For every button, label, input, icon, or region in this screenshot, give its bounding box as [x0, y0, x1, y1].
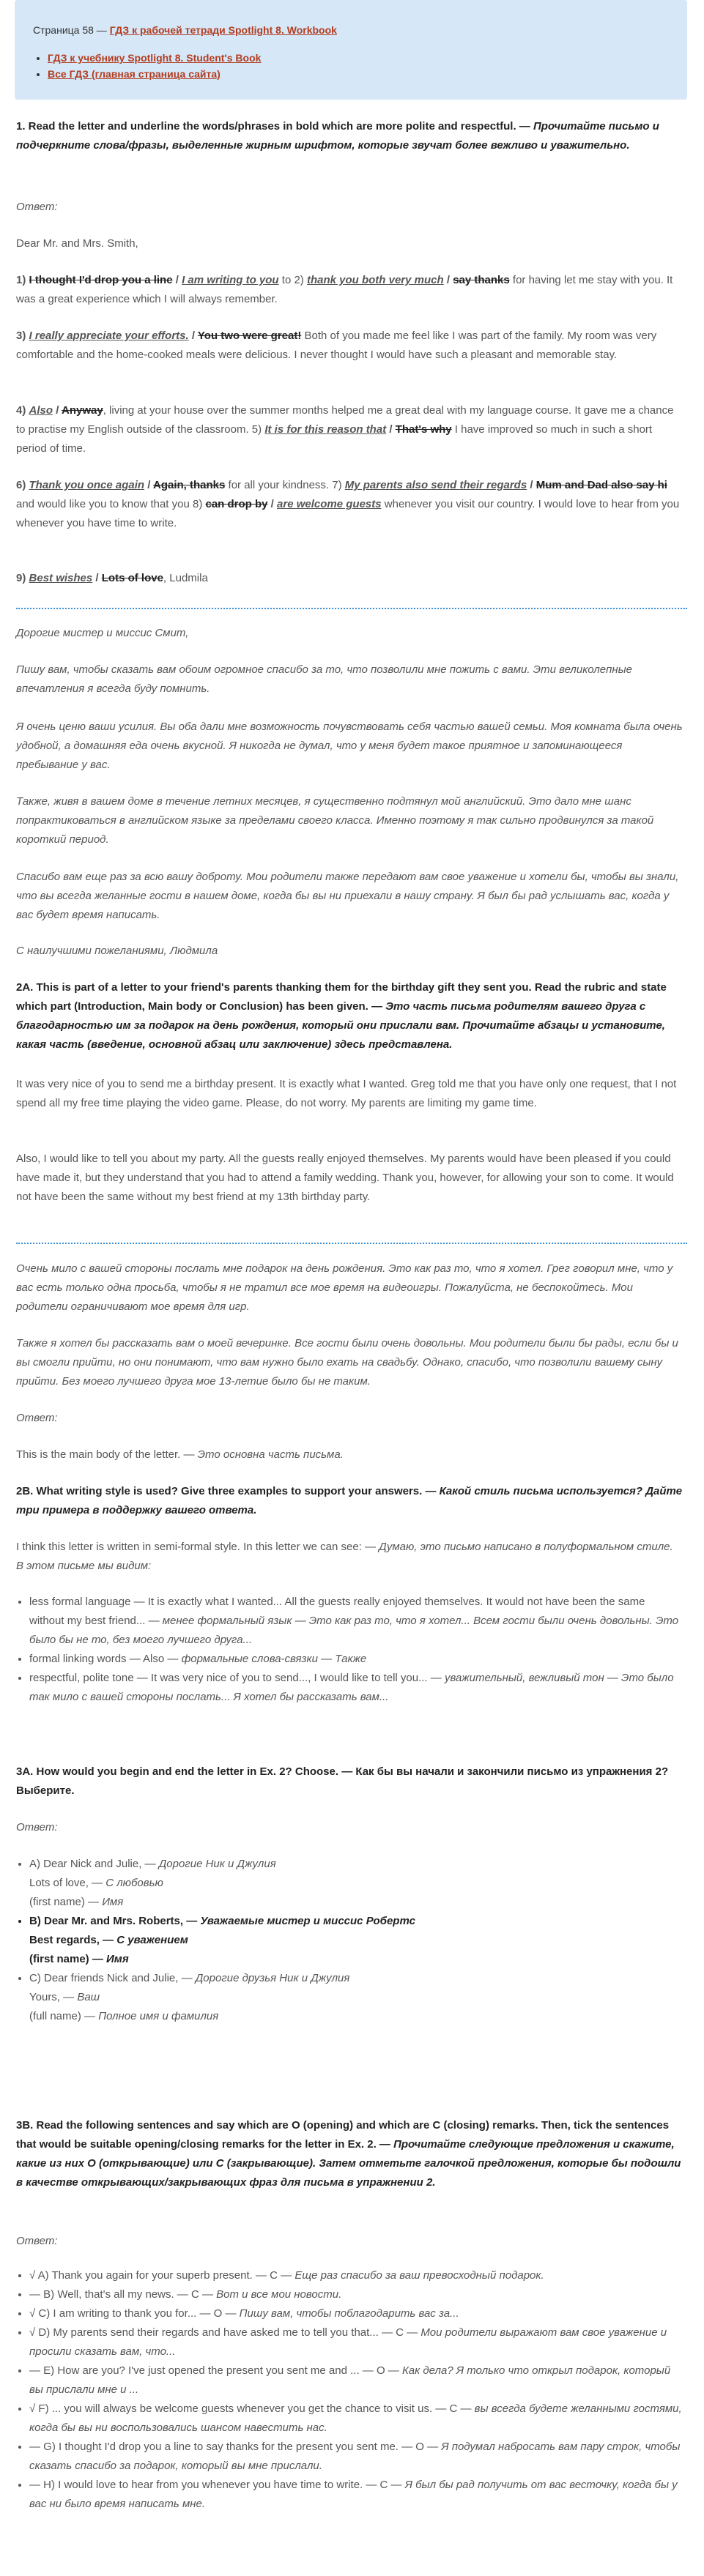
ex3b-item-b-ru: Вот и все мои новости.: [216, 2288, 342, 2301]
ex3b-item-a-en: √ A) Thank you again for your superb present. — C —: [29, 2269, 295, 2282]
ex1-ru-paragraph-2: Я очень ценю ваши усилия. Вы оба дали мне возможность почувствовать себя частью вашей семьи. Моя комната была очень удобной, а домашняя еда очень вкусной. Я никогда не думал, что у меня будет такое приятное и запоминающееся пребывание у вас.: [16, 721, 683, 771]
ex1-p4-opt-b: Again, thanks: [153, 479, 226, 491]
ex3a-task: 3A. How would you begin and end the letter in Ex. 2? Choose. — Как бы вы начали и закончили письмо из упражнения 2? Выберите.: [16, 1765, 669, 1797]
ex1-p3-slash-2: /: [386, 423, 396, 436]
ex1-p1-slash-2: /: [443, 274, 453, 286]
ex1-p2-num: 3): [16, 330, 29, 342]
ex3a-c-name: (full name) —: [29, 2010, 99, 2022]
ex1-p1-num-1: 1): [16, 274, 29, 286]
ex3b-item-f-en: √ F) ... you will always be welcome guests whenever you get the chance to visit us. — C —: [29, 2402, 475, 2415]
ex3b-task-ru: Прочитайте следующие предложения и скажите, какие из них O (открывающие) или C (закрывающие). Затем отметьте галочкой предложения, которые бы подошли в качестве открывающих/закрывающих фраз для письма в упражнении 2.: [16, 2138, 681, 2189]
ex1-p3-slash-1: /: [53, 404, 62, 417]
ex3b-list: [16, 2266, 683, 2514]
ex1-ru-signature: С наилучшими пожеланиями, Людмила: [16, 945, 218, 957]
ex3a-c-closing-ru: Ваш: [77, 1991, 100, 2003]
navigation-box: [15, 0, 687, 100]
ex1-p1-text-1: to 2): [278, 274, 307, 286]
ex2a-answer-label: Ответ:: [16, 1412, 58, 1424]
students-book-link[interactable]: ГДЗ к учебнику Spotlight 8. Student's Book: [48, 52, 262, 64]
ex3b-item-d-ru: Мои родители выражают вам свое уважение и просили сказать вам, что...: [29, 2326, 667, 2358]
ex1-p1-opt-c: thank you both very much: [306, 274, 444, 286]
ex3b-item-h-ru: Я был бы рад получить от вас весточку, когда бы у вас ни было время написать мне.: [29, 2479, 678, 2510]
ex1-paragraph-5: [16, 569, 683, 588]
ex1-p5-opt-b: Lots of love: [101, 572, 163, 584]
list-item: [29, 2285, 683, 2304]
ex1-greeting: Dear Mr. and Mrs. Smith,: [16, 237, 138, 250]
ex2b-item-1-ru: менее формальный язык — Это как раз то, что я хотел... Всем гости были очень довольны. Это было бы не то, без моего лучшего друга...: [29, 1615, 679, 1646]
ex1-answer-label: Ответ:: [16, 201, 58, 213]
ex1-paragraph-2: [16, 327, 683, 365]
ex3a-b-greeting: B) Dear Mr. and Mrs. Roberts, —: [29, 1915, 201, 1927]
list-item: [29, 2361, 683, 2400]
ex1-p3-opt-c: It is for this reason that: [264, 423, 387, 436]
ex1-ru-paragraph-1: Пишу вам, чтобы сказать вам обоим огромное спасибо за то, что позволили мне пожить с вами. Эти великолепные впечатления я всегда буду помнить.: [16, 663, 633, 695]
ex1-p5-opt-a: Best wishes: [29, 572, 93, 584]
ex3b-answer-label: Ответ:: [16, 2235, 58, 2247]
ex3b-task-en: 3B. Read the following sentences and say which are O (opening) and which are C (closing) remarks. Then, tick the sentences that would be suitable opening/closing remarks for the letter in Ex. 2. —: [16, 2119, 670, 2151]
ex3b-task: [16, 2116, 683, 2192]
ex3a-c-name-ru: Полное имя и фамилия: [98, 2010, 219, 2022]
separator-2: [16, 1243, 687, 1244]
ex3b-item-d-en: √ D) My parents send their regards and have asked me to tell you that... — C —: [29, 2326, 421, 2339]
ex1-p2-opt-b: You two were great!: [197, 330, 302, 342]
ex1-p4-opt-e: can drop by: [205, 498, 268, 510]
ex1-p4-slash-2: /: [527, 479, 536, 491]
ex1-p4-opt-d: Mum and Dad also say hi: [536, 479, 667, 491]
ex2b-task: [16, 1482, 683, 1520]
list-item: [29, 1650, 683, 1669]
separator: [16, 608, 687, 609]
ex1-paragraph-4: [16, 476, 683, 533]
ex3a-a-greeting-ru: Дорогие Ник и Джулия: [158, 1858, 276, 1870]
list-item: [29, 1669, 683, 1707]
list-item: [29, 2400, 683, 2438]
ex1-p4-slash-1: /: [144, 479, 153, 491]
ex1-p4-slash-3: /: [267, 498, 278, 510]
ex2b-intro-en: I think this letter is written in semi-formal style. In this letter we can see: —: [16, 1541, 379, 1553]
list-item: [29, 1593, 683, 1650]
ex1-paragraph-3: [16, 401, 683, 458]
nav-links: [48, 50, 261, 82]
ex3b-item-c-ru: Пишу вам, чтобы поблагодарить вас за...: [239, 2307, 459, 2320]
list-item: [29, 2476, 683, 2514]
ex1-p2-text: Both of you made me feel like I was part of the family. My room was very comfortable and the home-cooked meals were delicious. I never thought I would have such a pleasant and memorable stay.: [16, 330, 657, 361]
page-title: [33, 21, 337, 40]
ex1-p1-opt-b: I am writing to you: [182, 274, 279, 286]
ex3b-item-h-en: — H) I would love to hear from you whenever you have time to write. — C —: [29, 2479, 405, 2491]
ex1-p4-opt-a: Thank you once again: [29, 479, 145, 491]
ex3a-answer-label: Ответ:: [16, 1821, 58, 1834]
ex3a-b-closing-ru: С уважением: [116, 1934, 188, 1946]
ex3a-b-name-ru: Имя: [106, 1953, 129, 1965]
ex3b-item-c-en: √ C) I am writing to thank you for... — O —: [29, 2307, 240, 2320]
ex1-p1-text-2: for having let me stay with you. It was a great experience which I will always remember.: [16, 274, 673, 305]
ex2b-item-2-ru: формальные слова-связки — Также: [181, 1653, 367, 1665]
ex3a-c-greeting: C) Dear friends Nick and Julie, —: [29, 1972, 196, 1984]
ex1-paragraph-1: [16, 271, 683, 309]
ex3b-item-g-en: — G) I thought I'd drop you a line to say thanks for the present you sent me. — O —: [29, 2441, 442, 2453]
ex1-p4-opt-c: My parents also send their regards: [344, 479, 527, 491]
workbook-link[interactable]: ГДЗ к рабочей тетради Spotlight 8. Workbook: [109, 24, 337, 36]
ex1-p3-opt-d: That's why: [395, 423, 452, 436]
ex1-p5-slash: /: [92, 572, 102, 584]
ex1-ru-paragraph-4: Спасибо вам еще раз за всю вашу доброту. Мои родители также передают вам свое уважение и хотели бы, чтобы вы знали, что вы всегда желанные гости в нашем доме, когда бы вы ни приехали в нашу страну. Я был бы рад услышать вас, когда у вас будет время написать.: [16, 871, 679, 921]
ex1-p3-text-1: , living at your house over the summer months helped me a great deal with my language course. It gave me a chance to practise my English outside of the classroom. 5): [16, 404, 674, 436]
ex2b-item-2-en: formal linking words — Also —: [29, 1653, 182, 1665]
ex1-p4-opt-f: are welcome guests: [277, 498, 382, 510]
ex3a-option-a: [29, 1855, 683, 1912]
ex2b-task-en: 2B. What writing style is used? Give three examples to support your answers. —: [16, 1485, 440, 1497]
ex3a-a-closing-ru: С любовью: [105, 1877, 163, 1889]
list-item: [29, 2304, 683, 2323]
ex3b-item-b-en: — B) Well, that's all my news. — C —: [29, 2288, 217, 2301]
ex1-p4-text-1: for all your kindness. 7): [225, 479, 345, 491]
ex2a-paragraph-1: It was very nice of you to send me a birthday present. It is exactly what I wanted. Greg told me that you have only one request, that I not spend all my free time playing the video game. Please, do not worry. My parents are limiting my game time.: [16, 1078, 677, 1109]
ex2b-item-3-en: respectful, polite tone — It was very nice of you to send..., I would like to tell you... —: [29, 1672, 445, 1684]
list-item: [29, 2438, 683, 2476]
ex1-ru-greeting: Дорогие мистер и миссис Смит,: [16, 627, 189, 639]
home-link[interactable]: Все ГДЗ (главная страница сайта): [48, 68, 221, 80]
ex2a-task-ru: Это часть письма родителям вашего друга с благодарностью им за подарок на день рождения, который они прислали вам. Прочитайте абзацы и установите, какая часть (введение, основной абзац или заключение) здесь представлена.: [16, 1000, 665, 1051]
ex3b-item-a-ru: Еще раз спасибо за ваш превосходный подарок.: [294, 2269, 544, 2282]
ex1-p5-text: , Ludmila: [163, 572, 208, 584]
ex1-p2-opt-a: I really appreciate your efforts.: [29, 330, 189, 342]
list-item: [29, 2323, 683, 2361]
ex2a-task-en: 2A. This is part of a letter to your friend's parents thanking them for the birthday gift they sent you. Read the rubric and state which part (Introduction, Main body or Conclusion) has been given. —: [16, 981, 667, 1013]
ex3a-b-greeting-ru: Уважаемые мистер и миссис Робертс: [200, 1915, 415, 1927]
list-item: [29, 2266, 683, 2285]
ex2a-ru-paragraph-2: Также я хотел бы рассказать вам о моей вечеринке. Все гости были очень довольны. Мои родители были бы рады, если бы и вы смогли прийти, но они понимают, что вам нужно было ехать на свадьбу. Однако, спасибо, что позволили вашему сыну прийти. Без моего лучшего друга мое 13-летие было бы не таким.: [16, 1337, 678, 1388]
ex2b-item-1-en: less formal language — It is exactly what I wanted... All the guests really enjoyed themselves. It would not have been the same without my best friend... —: [29, 1596, 645, 1627]
ex1-p4-text-3: whenever you visit our country. I would love to hear from you whenever you have time to write.: [16, 498, 680, 529]
ex1-p3-opt-a: Also: [29, 404, 53, 417]
ex2b-list: [16, 1593, 683, 1707]
ex1-p1-opt-d: say thanks: [453, 274, 510, 286]
ex3b-item-f-ru: вы всегда будете желанными гостями, когда бы вы ни воспользовались шансом навестить нас.: [29, 2402, 682, 2434]
ex1-ru-paragraph-3: Также, живя в вашем доме в течение летних месяцев, я существенно подтянул мой английский. Это дало мне шанс попрактиковаться в английском языке за пределами своего класса. Именно поэтому я так сильно продвинулся за такой короткий период.: [16, 795, 654, 846]
ex2b-intro-ru: Думаю, это письмо написано в полуформальном стиле. В этом письме мы видим:: [16, 1541, 673, 1572]
ex1-p2-slash: /: [188, 330, 198, 342]
ex3a-options: [16, 1855, 683, 2026]
ex3a-b-closing: Best regards, —: [29, 1934, 117, 1946]
ex1-p4-text-2: and would like you to know that you 8): [16, 498, 206, 510]
ex1-p3-opt-b: Anyway: [61, 404, 103, 417]
ex1-p3-num-1: 4): [16, 404, 29, 417]
ex2a-answer-ru: Это основна часть письма.: [197, 1448, 344, 1461]
ex3a-option-c: [29, 1969, 683, 2026]
ex1-p1-slash-1: /: [172, 274, 182, 286]
ex2a-answer: [16, 1445, 683, 1464]
ex1-p5-num: 9): [16, 572, 29, 584]
ex1-task-en: 1. Read the letter and underline the words/phrases in bold which are more polite and respectful. —: [16, 120, 533, 133]
ex3a-a-greeting: A) Dear Nick and Julie, —: [29, 1858, 159, 1870]
ex3a-a-closing: Lots of love, —: [29, 1877, 106, 1889]
ex2b-item-3-ru: уважительный, вежливый тон — Это было так мило с вашей стороны послать... Я хотел бы рассказать вам...: [29, 1672, 674, 1703]
ex3b-item-g-ru: Я подумал набросать вам пару строк, чтобы сказать спасибо за подарок, который вы мне прислали.: [29, 2441, 681, 2472]
ex3a-a-name: (first name) —: [29, 1896, 103, 1908]
ex1-p1-opt-a: I thought I'd drop you a line: [29, 274, 173, 286]
ex1-task-ru: Прочитайте письмо и подчеркните слова/фразы, выделенные жирным шрифтом, которые звучат более вежливо и уважительно.: [16, 120, 659, 152]
ex2a-ru-paragraph-1: Очень мило с вашей стороны послать мне подарок на день рождения. Это как раз то, что я хотел. Грег говорил мне, что у вас есть только одна просьба, чтобы я не тратил все мое время на видеоигры. Пожалуйста, не беспокойтесь. Мои родители ограничивают мое время для игр.: [16, 1262, 673, 1313]
ex2a-paragraph-2: Also, I would like to tell you about my party. All the guests really enjoyed themselves. My parents would have been pleased if you could have made it, but they understand that you had to attend a family wedding. Thank you, however, for allowing your son to come. It would not have been the same without my best friend at my 13th birthday party.: [16, 1153, 674, 1203]
nav-item-students-book: [48, 50, 261, 66]
ex3a-option-b: [29, 1912, 683, 1969]
ex2b-intro: [16, 1538, 683, 1576]
page-number-label: Страница 58 —: [33, 24, 110, 36]
ex3a-c-greeting-ru: Дорогие друзья Ник и Джулия: [195, 1972, 350, 1984]
ex1-p3-text-2: I have improved so much in such a short period of time.: [16, 423, 653, 455]
ex3a-a-name-ru: Имя: [102, 1896, 124, 1908]
ex3b-item-e-ru: Как дела? Я только что открыл подарок, который вы прислали мне и ...: [29, 2364, 671, 2396]
ex3b-item-e-en: — E) How are you? I've just opened the present you sent me and ... — O —: [29, 2364, 402, 2377]
ex2a-answer-en: This is the main body of the letter. —: [16, 1448, 198, 1461]
ex2b-task-ru: Какой стиль письма используется? Дайте три примера в поддержку вашего ответа.: [16, 1485, 683, 1516]
ex1-p4-num-1: 6): [16, 479, 29, 491]
ex2a-task: [16, 978, 683, 1054]
ex1-task: [16, 117, 683, 155]
ex3a-c-closing: Yours, —: [29, 1991, 78, 2003]
ex3a-b-name: (first name) —: [29, 1953, 107, 1965]
nav-item-home: [48, 66, 261, 82]
